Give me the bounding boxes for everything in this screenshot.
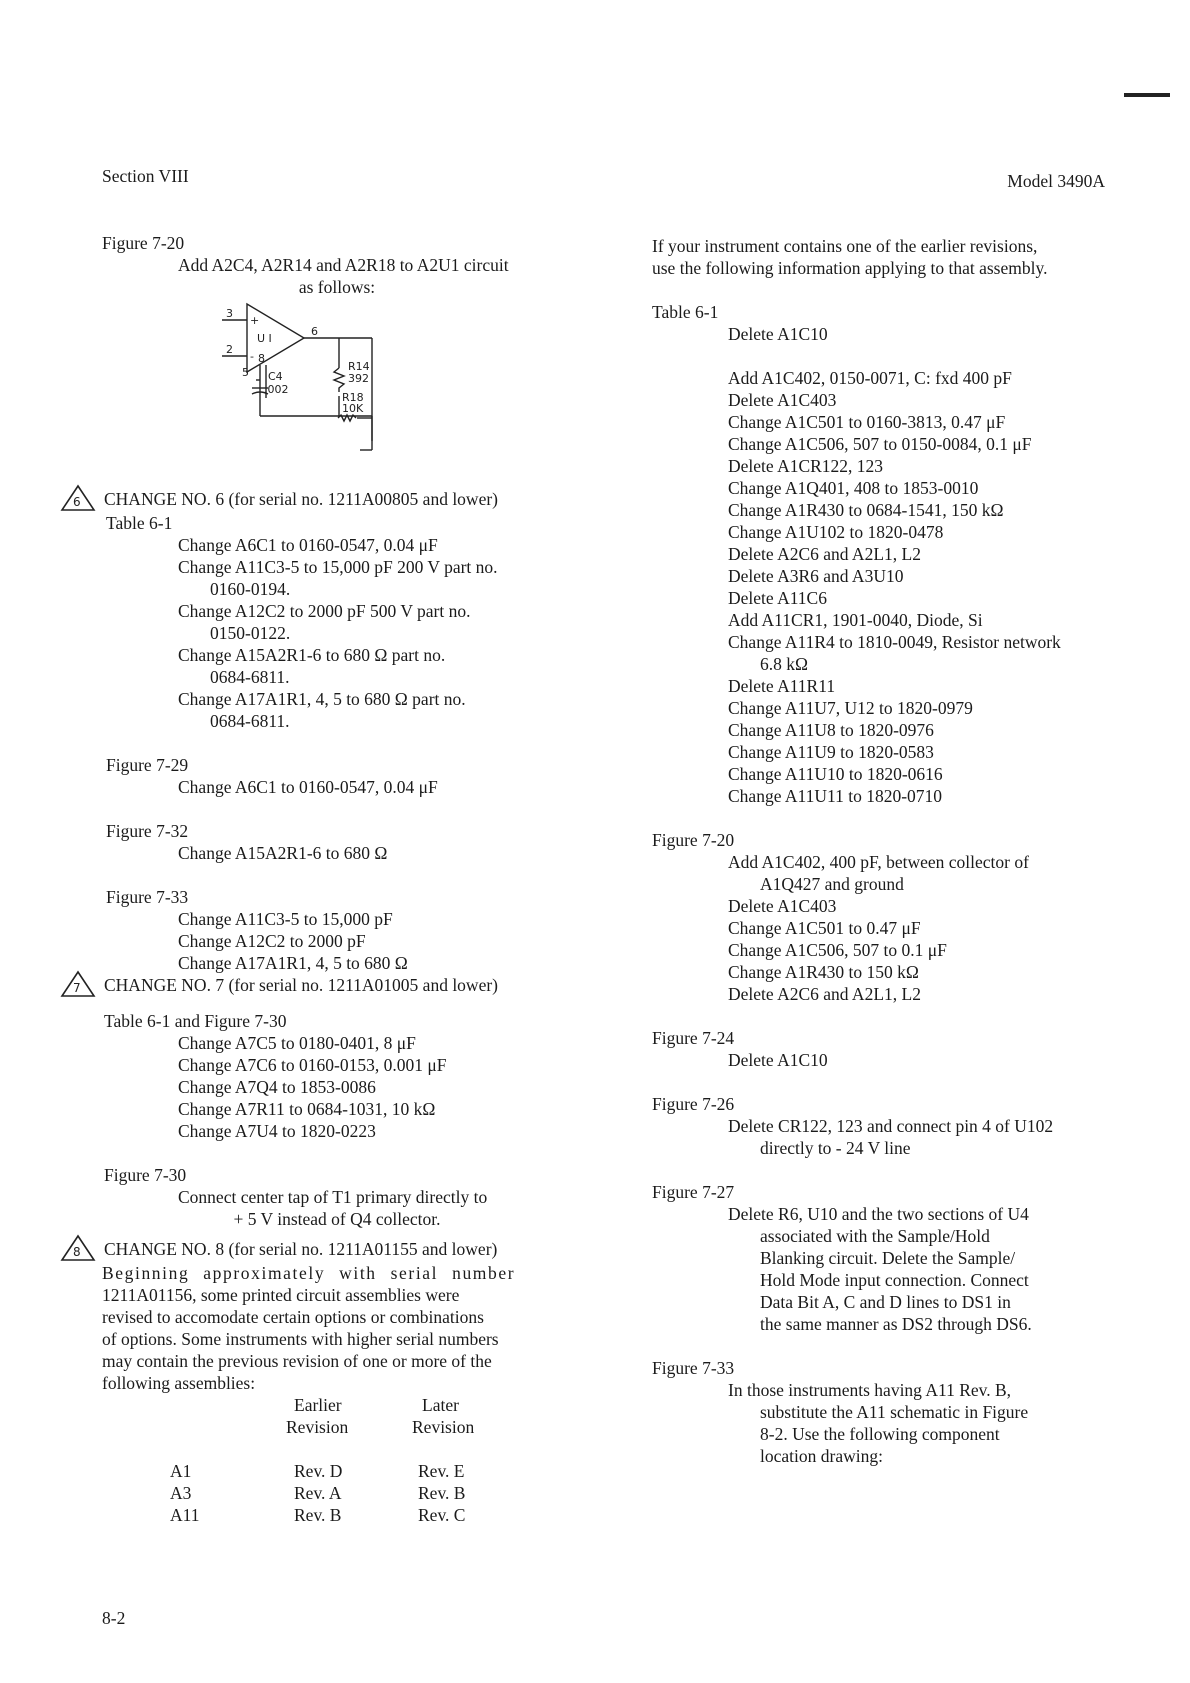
revision-header-earlier: Revision [286, 1417, 349, 1437]
figure-7-27-item: Hold Mode input connection. Connect [760, 1270, 1029, 1290]
plus-input-label: + [250, 314, 260, 327]
table-6-1-item: 6.8 kΩ [760, 654, 809, 674]
figure-7-33-item: Change A17A1R1, 4, 5 to 680 Ω [178, 953, 408, 973]
r18-value: 10K [342, 402, 364, 415]
pin-2-label: 2 [226, 343, 233, 356]
table-6-1-item: Change A1U102 to 1820-0478 [728, 522, 944, 542]
revision-header-later: Later [422, 1395, 459, 1415]
figure-7-33-title: Figure 7-33 [106, 887, 189, 907]
table-6-1-item: Change A1C501 to 0160-3813, 0.47 μF [728, 412, 1006, 432]
pin-3-label: 3 [226, 307, 233, 320]
change-7-item: Change A7R11 to 0684-1031, 10 kΩ [178, 1099, 436, 1119]
change-8-heading-text: CHANGE NO. 8 (for serial no. 1211A01155 and lower) [104, 1239, 498, 1259]
table-6-1-item: Change A1Q401, 408 to 1853-0010 [728, 478, 979, 498]
figure-7-27-title: Figure 7-27 [652, 1182, 735, 1202]
change-8-paragraph-line: following assemblies: [102, 1373, 256, 1393]
right-column [652, 235, 1122, 1467]
figure-7-33-item: In those instruments having A11 Rev. B, [728, 1380, 1012, 1400]
figure-7-33-item: Change A12C2 to 2000 pF [178, 931, 366, 951]
figure-7-29-item: Change A6C1 to 0160-0547, 0.04 μF [178, 777, 438, 797]
change-6-heading-text: CHANGE NO. 6 (for serial no. 1211A00805 and lower) [104, 489, 498, 509]
figure-7-20-item: Add A1C402, 400 pF, between collector of [728, 852, 1029, 872]
change-8-heading [73, 1238, 572, 1262]
change-7-marker-icon [58, 970, 98, 998]
change-7-item: Change A7C5 to 0180-0401, 8 μF [178, 1033, 416, 1053]
table-row-assembly: A1 [170, 1461, 192, 1481]
change-7-item: Change A7Q4 to 1853-0086 [178, 1077, 376, 1097]
change-8-paragraph-line [102, 1262, 572, 1284]
minus-input-label: - [250, 350, 254, 363]
c4-value: .002 [264, 383, 289, 396]
change-6-item: 0160-0194. [210, 579, 291, 599]
intro-text: use the following information applying to that assembly. [652, 258, 1048, 278]
change-6-item: 0684-6811. [210, 711, 290, 731]
table-row-later: Rev. B [418, 1483, 466, 1503]
table-6-1-item: Change A11U7, U12 to 1820-0979 [728, 698, 973, 718]
figure-7-20-item: Delete A1C403 [728, 896, 837, 916]
figure-7-26-title: Figure 7-26 [652, 1094, 735, 1114]
svg-text:6: 6 [73, 495, 81, 509]
intro-text: If your instrument contains one of the earlier revisions, [652, 236, 1038, 256]
page-number: 8-2 [102, 1608, 126, 1628]
change-6-marker-icon [58, 484, 98, 512]
pin-8-label: 8 [258, 352, 265, 365]
table-row-later: Rev. C [418, 1505, 466, 1525]
figure-7-20-item: A1Q427 and ground [760, 874, 904, 894]
change-7-item: Change A7U4 to 1820-0223 [178, 1121, 376, 1141]
table-6-1-item: Delete A11R11 [728, 676, 836, 696]
change-6-table-title: Table 6-1 [106, 513, 173, 533]
figure-7-30-item: + 5 V instead of Q4 collector. [233, 1209, 441, 1229]
table-row-later: Rev. E [418, 1461, 465, 1481]
change-6-heading [73, 488, 572, 512]
figure-7-20-title: Figure 7-20 [102, 233, 185, 253]
revision-header-later: Revision [412, 1417, 475, 1437]
r14-label: R14 [348, 360, 370, 373]
table-6-1-item: Add A1C402, 0150-0071, C: fxd 400 pF [728, 368, 1012, 388]
change-6-item: 0150-0122. [210, 623, 291, 643]
table-row-earlier: Rev. D [294, 1461, 343, 1481]
figure-7-33-item: location drawing: [760, 1446, 883, 1466]
circuit-diagram [102, 298, 572, 488]
revision-header-earlier: Earlier [294, 1395, 342, 1415]
model-header: Model 3490A [1007, 171, 1105, 191]
table-row-earlier: Rev. B [294, 1505, 342, 1525]
figure-7-33-item: substitute the A11 schematic in Figure [760, 1402, 1029, 1422]
paragraph-text: Beginning approximately with serial number [102, 1263, 516, 1283]
table-6-1-item: Delete A2C6 and A2L1, L2 [728, 544, 921, 564]
change-7-heading [73, 974, 572, 998]
table-6-1-item: Change A1C506, 507 to 0150-0084, 0.1 μF [728, 434, 1032, 454]
change-6-item: Change A15A2R1-6 to 680 Ω part no. [178, 645, 446, 665]
table-6-1-item: Change A1R430 to 0684-1541, 150 kΩ [728, 500, 1004, 520]
table-6-1-item: Change A11U10 to 1820-0616 [728, 764, 943, 784]
figure-7-33-item: 8-2. Use the following component [760, 1424, 1000, 1444]
figure-7-20-item: Change A1R430 to 150 kΩ [728, 962, 919, 982]
change-6-item: 0684-6811. [210, 667, 290, 687]
change-8-paragraph-line: of options. Some instruments with higher serial numbers [102, 1329, 499, 1349]
figure-7-20-item: Change A1C501 to 0.47 μF [728, 918, 921, 938]
figure-7-32-title: Figure 7-32 [106, 821, 189, 841]
change-6-item: Change A6C1 to 0160-0547, 0.04 μF [178, 535, 438, 555]
change-8-paragraph-line: may contain the previous revision of one or more of the [102, 1351, 492, 1371]
a2u1-circuit-schematic [102, 298, 572, 488]
revision-table [102, 1394, 572, 1534]
figure-7-30-item: Connect center tap of T1 primary directly to [178, 1187, 488, 1207]
svg-text:7: 7 [73, 981, 81, 995]
table-6-1-item: Change A11U11 to 1820-0710 [728, 786, 943, 806]
table-6-1-item: Delete A1CR122, 123 [728, 456, 884, 476]
figure-7-20-item: Change A1C506, 507 to 0.1 μF [728, 940, 947, 960]
figure-7-24-item: Delete A1C10 [728, 1050, 828, 1070]
change-6-item: Change A11C3-5 to 15,000 pF 200 V part no. [178, 557, 498, 577]
change-8-marker-icon [58, 1234, 98, 1262]
table-row-assembly: A3 [170, 1483, 192, 1503]
figure-7-26-item: directly to - 24 V line [760, 1138, 911, 1158]
change-7-item: Change A7C6 to 0160-0153, 0.001 μF [178, 1055, 447, 1075]
table-6-1-item: Add A11CR1, 1901-0040, Diode, Si [728, 610, 983, 630]
left-column [73, 232, 572, 1534]
corner-scan-mark [1124, 93, 1170, 97]
change-7-heading-text: CHANGE NO. 7 (for serial no. 1211A01005 and lower) [104, 975, 498, 995]
figure-7-32-item: Change A15A2R1-6 to 680 Ω [178, 843, 388, 863]
table-6-1-item: Delete A11C6 [728, 588, 827, 608]
table-6-1-item: Change A11U9 to 1820-0583 [728, 742, 934, 762]
table-6-1-item: Delete A3R6 and A3U10 [728, 566, 904, 586]
table-row-earlier: Rev. A [294, 1483, 342, 1503]
figure-7-33-item: Change A11C3-5 to 15,000 pF [178, 909, 393, 929]
table-6-1-title: Table 6-1 [652, 302, 719, 322]
table-6-1-item: Change A11R4 to 1810-0049, Resistor network [728, 632, 1061, 652]
figure-7-27-item: associated with the Sample/Hold [760, 1226, 990, 1246]
pin-5-label: 5 [242, 366, 249, 379]
figure-7-20-item: Delete A2C6 and A2L1, L2 [728, 984, 921, 1004]
table-6-1-item: Delete A1C10 [728, 324, 828, 344]
figure-7-24-title: Figure 7-24 [652, 1028, 735, 1048]
table-6-1-item: Change A11U8 to 1820-0976 [728, 720, 934, 740]
u1-label: U I [257, 332, 272, 345]
change-8-paragraph-line: 1211A01156, some printed circuit assemblies were [102, 1285, 460, 1305]
figure-7-26-item: Delete CR122, 123 and connect pin 4 of U102 [728, 1116, 1054, 1136]
r18-label: R18 [342, 391, 364, 404]
c4-label: C4 [268, 370, 283, 383]
section-header: Section VIII [102, 166, 189, 186]
table-6-1-item: Delete A1C403 [728, 390, 837, 410]
figure-7-20-title: Figure 7-20 [652, 830, 735, 850]
table-row-assembly: A11 [170, 1505, 200, 1525]
figure-7-27-item: Delete R6, U10 and the two sections of U4 [728, 1204, 1029, 1224]
r14-value: 392 [348, 372, 369, 385]
figure-7-33-title: Figure 7-33 [652, 1358, 735, 1378]
svg-text:8: 8 [73, 1245, 81, 1259]
change-6-item: Change A12C2 to 2000 pF 500 V part no. [178, 601, 471, 621]
figure-7-30-title: Figure 7-30 [104, 1165, 187, 1185]
figure-7-20-text: Add A2C4, A2R14 and A2R18 to A2U1 circuit [178, 255, 509, 275]
figure-7-27-item: Blanking circuit. Delete the Sample/ [760, 1248, 1016, 1268]
figure-7-29-title: Figure 7-29 [106, 755, 189, 775]
change-8-paragraph-line: revised to accomodate certain options or combinations [102, 1307, 484, 1327]
change-6-item: Change A17A1R1, 4, 5 to 680 Ω part no. [178, 689, 466, 709]
change-7-table-title: Table 6-1 and Figure 7-30 [104, 1011, 287, 1031]
figure-7-27-item: the same manner as DS2 through DS6. [760, 1314, 1032, 1334]
figure-7-27-item: Data Bit A, C and D lines to DS1 in [760, 1292, 1011, 1312]
pin-6-label: 6 [311, 325, 318, 338]
figure-7-20-text-2: as follows: [298, 277, 376, 297]
